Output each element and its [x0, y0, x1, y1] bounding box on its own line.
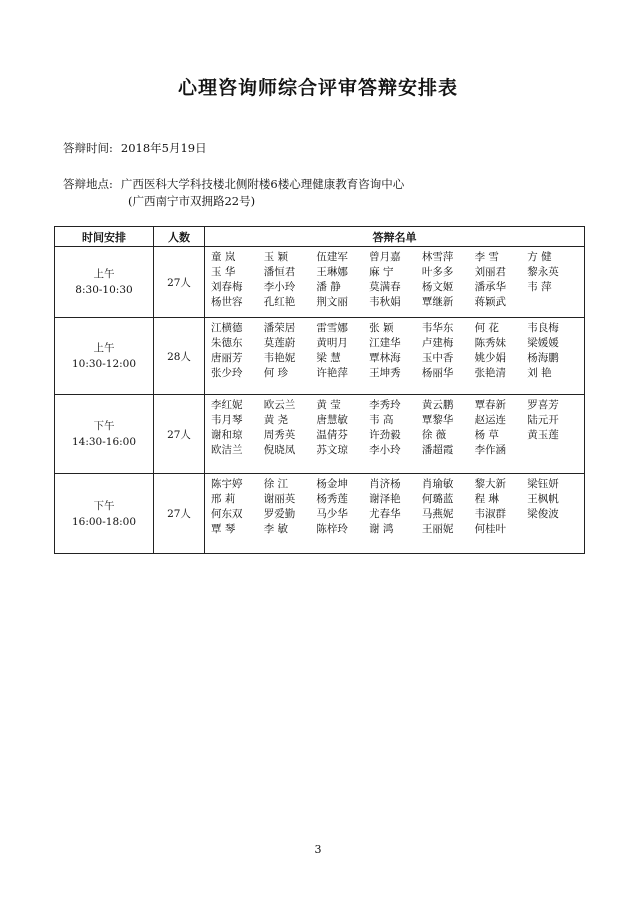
- candidate-name: 谢 鸿: [369, 523, 394, 535]
- candidate-name: 杨金坤: [316, 478, 348, 490]
- candidate-name: 蒋颖武: [474, 296, 507, 308]
- candidate-name: 马燕妮: [421, 508, 454, 520]
- candidate-name: 潘恒君: [263, 266, 296, 278]
- candidate-name: 黎大新: [474, 478, 507, 490]
- table-row: [55, 318, 585, 395]
- names-cell: [205, 318, 585, 395]
- defense-time-value: 2018年5月19日: [120, 141, 207, 155]
- candidate-name: 唐慧敏: [316, 414, 348, 426]
- candidate-name: 李小玲: [369, 444, 401, 456]
- candidate-name: 覃春新: [474, 399, 507, 411]
- candidate-name: 孔红艳: [263, 296, 296, 308]
- candidate-name: 韦淑群: [474, 508, 507, 520]
- name-list: [211, 251, 580, 309]
- candidate-name: 何璐蓝: [421, 493, 454, 505]
- candidate-name: 江建华: [369, 337, 401, 349]
- names-cell: [205, 395, 585, 474]
- time-slot-cell: [55, 247, 154, 318]
- count-cell: 27人: [154, 395, 205, 474]
- candidate-name: 玉 华: [211, 266, 236, 278]
- candidate-name: 李秀玲: [369, 399, 401, 411]
- candidate-name: 王丽妮: [421, 523, 454, 535]
- time-range: 14:30-16:00: [71, 436, 137, 448]
- time-range: 10:30-12:00: [71, 358, 137, 370]
- table-row: [55, 247, 585, 318]
- table-row: [55, 474, 585, 554]
- candidate-name: 罗爱勤: [263, 508, 296, 520]
- candidate-name: 黎永英: [527, 266, 559, 278]
- candidate-name: 肖济杨: [369, 478, 401, 490]
- candidate-name: 王坤秀: [369, 367, 401, 379]
- header-count: 人数: [154, 227, 205, 247]
- candidate-name: 韦 萍: [527, 281, 552, 293]
- candidate-name: 方 健: [527, 251, 552, 263]
- candidate-name: 陈梓玲: [316, 523, 348, 535]
- candidate-name: 潘超霞: [421, 444, 454, 456]
- header-time: 时间安排: [55, 227, 154, 247]
- candidate-name: 玉 颖: [263, 251, 289, 263]
- defense-place-value: 广西医科大学科技楼北侧附楼6楼心理健康教育咨询中心: [120, 177, 405, 191]
- candidate-name: 梁钰妍: [527, 478, 559, 490]
- defense-time-line: [63, 140, 207, 156]
- candidate-name: 王枫帆: [527, 493, 559, 505]
- candidate-name: 韦艳妮: [263, 352, 296, 364]
- candidate-name: 马少华: [316, 508, 348, 520]
- candidate-name: 何 花: [474, 322, 499, 334]
- candidate-name: 李 敏: [263, 523, 289, 535]
- candidate-name: 苏文琼: [316, 444, 348, 456]
- candidate-name: 童 岚: [211, 251, 236, 263]
- candidate-name: 赵运连: [474, 414, 507, 426]
- candidate-name: 黄云鹏: [421, 399, 454, 411]
- candidate-name: 许劲毅: [369, 429, 401, 441]
- candidate-name: 黄 莹: [316, 399, 341, 411]
- candidate-name: 杨丽华: [421, 367, 454, 379]
- candidate-name: 莫满春: [369, 281, 401, 293]
- candidate-name: 杨海鹏: [527, 352, 559, 364]
- time-slot-cell: [55, 318, 154, 395]
- candidate-name: 刘丽君: [474, 266, 507, 278]
- candidate-name: 刘春梅: [211, 281, 243, 293]
- candidate-name: 张艳清: [474, 367, 507, 379]
- defense-time-label: 答辩时间:: [63, 141, 113, 155]
- candidate-name: 黄 尧: [263, 414, 289, 426]
- candidate-name: 谢丽英: [263, 493, 296, 505]
- candidate-name: 杨秀莲: [316, 493, 348, 505]
- candidate-name: 罗喜芳: [527, 399, 559, 411]
- candidate-name: 荆文丽: [316, 296, 348, 308]
- name-list: [211, 322, 580, 380]
- candidate-name: 李小玲: [263, 281, 296, 293]
- candidate-name: 覃林海: [369, 352, 401, 364]
- candidate-name: 覃继新: [421, 296, 454, 308]
- candidate-name: 杨 草: [474, 429, 499, 441]
- candidate-name: 温倩芬: [316, 429, 348, 441]
- candidate-name: 莫莲蔚: [263, 337, 296, 349]
- candidate-name: 黄玉莲: [527, 429, 559, 441]
- candidate-name: 王琳娜: [316, 266, 348, 278]
- candidate-name: 李红妮: [211, 399, 243, 411]
- candidate-name: 尤春华: [369, 508, 401, 520]
- time-slot-cell: [55, 474, 154, 554]
- candidate-name: 何 珍: [263, 367, 289, 379]
- candidate-name: 何东双: [211, 508, 243, 520]
- candidate-name: 江横德: [211, 322, 243, 334]
- candidate-name: 韦华东: [421, 322, 454, 334]
- candidate-name: 姚少娟: [474, 352, 507, 364]
- candidate-name: 韦良梅: [527, 322, 559, 334]
- table-row: [55, 395, 585, 474]
- candidate-name: 谢和琼: [211, 429, 243, 441]
- candidate-name: 林雪萍: [421, 251, 454, 263]
- candidate-name: 朱德东: [211, 337, 243, 349]
- defense-place-line: [63, 176, 404, 192]
- candidate-name: 潘 静: [316, 281, 341, 293]
- count-cell: 28人: [154, 318, 205, 395]
- candidate-name: 李 雪: [474, 251, 499, 263]
- time-period: 下午: [93, 499, 115, 512]
- candidate-name: 张 颖: [369, 322, 394, 334]
- time-period: 下午: [93, 420, 115, 432]
- candidate-name: 唐丽芳: [211, 352, 243, 364]
- time-period: 上午: [93, 342, 115, 354]
- candidate-name: 欧洁兰: [211, 444, 243, 456]
- candidate-name: 韦月琴: [211, 414, 243, 426]
- candidate-name: 杨文姬: [421, 281, 454, 293]
- candidate-name: 倪晓凤: [263, 444, 296, 456]
- time-range: 8:30-10:30: [75, 284, 133, 296]
- candidate-name: 许艳萍: [316, 367, 348, 379]
- defense-place-label: 答辩地点:: [63, 177, 113, 191]
- time-period: 上午: [93, 268, 115, 280]
- candidate-name: 徐 薇: [421, 429, 447, 441]
- table-header-row: [55, 227, 585, 247]
- candidate-name: 陆元开: [527, 414, 559, 426]
- candidate-name: 何桂叶: [474, 523, 507, 535]
- candidate-name: 潘承华: [474, 281, 507, 293]
- candidate-name: 麻 宁: [369, 266, 394, 278]
- candidate-name: 陈秀妹: [474, 337, 507, 349]
- candidate-name: 张少玲: [211, 367, 243, 379]
- candidate-name: 曾月嘉: [369, 251, 401, 263]
- candidate-name: 覃黎华: [421, 414, 454, 426]
- candidate-name: 韦 高: [369, 414, 394, 426]
- candidate-name: 梁俊波: [527, 508, 559, 520]
- name-list: [211, 478, 580, 536]
- candidate-name: 覃 琴: [211, 523, 236, 535]
- candidate-name: 伍建军: [316, 251, 348, 263]
- candidate-name: 梁 慧: [316, 352, 341, 364]
- count-cell: 27人: [154, 474, 205, 554]
- candidate-name: 李作涵: [474, 444, 507, 456]
- schedule-table: [54, 226, 585, 554]
- candidate-name: 黄明月: [316, 337, 348, 349]
- names-cell: [205, 474, 585, 554]
- candidate-name: 肖瑜敏: [421, 478, 454, 490]
- candidate-name: 欧云兰: [263, 399, 296, 411]
- candidate-name: 谢泽艳: [369, 493, 401, 505]
- names-cell: [205, 247, 585, 318]
- candidate-name: 潘荣居: [263, 322, 296, 334]
- candidate-name: 梁媛媛: [527, 337, 559, 349]
- candidate-name: 杨世容: [211, 296, 243, 308]
- header-names: 答辩名单: [205, 227, 585, 247]
- defense-place-note: (广西南宁市双拥路22号): [128, 194, 256, 208]
- name-list: [211, 399, 580, 457]
- count-cell: 27人: [154, 247, 205, 318]
- candidate-name: 雷雪娜: [316, 322, 348, 334]
- candidate-name: 程 琳: [474, 493, 499, 505]
- candidate-name: 刘 艳: [527, 367, 552, 379]
- page-number: 3: [314, 843, 322, 856]
- candidate-name: 徐 江: [263, 478, 289, 490]
- candidate-name: 叶多多: [421, 266, 454, 278]
- candidate-name: 邢 莉: [211, 493, 236, 505]
- candidate-name: 陈宇婷: [211, 478, 243, 490]
- time-range: 16:00-18:00: [71, 515, 137, 528]
- candidate-name: 周秀英: [263, 429, 296, 441]
- candidate-name: 卢建梅: [421, 337, 454, 349]
- time-slot-cell: [55, 395, 154, 474]
- candidate-name: 玉中香: [421, 352, 454, 364]
- candidate-name: 韦秋娟: [369, 296, 401, 308]
- page-title: 心理咨询师综合评审答辩安排表: [177, 77, 458, 99]
